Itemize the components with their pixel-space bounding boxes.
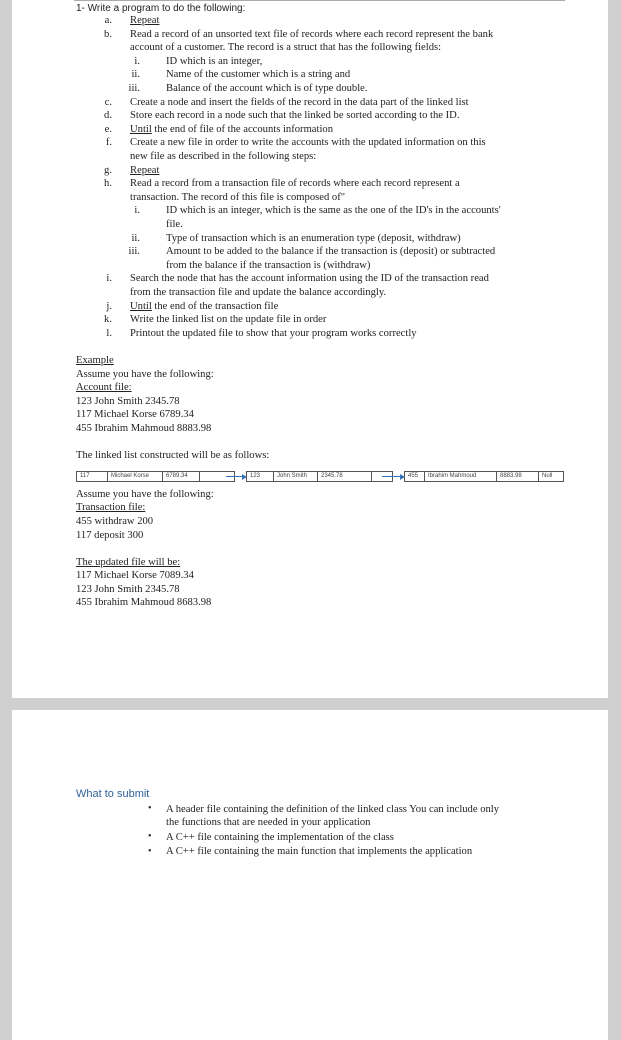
assume-line-2: Assume you have the following: [76,489,214,500]
step-label: iii. [128,246,140,258]
account-file-label: Account file: [76,382,132,393]
step-label: c. [104,96,112,108]
account-line: 117 Michael Korse 6789.34 [76,409,194,420]
step-text: Balance of the account which is of type double. [166,83,368,94]
transaction-line: 455 withdraw 200 [76,516,154,527]
linked-list-caption: The linked list constructed will be as follows: [76,450,270,461]
step-text: ID which is an integer, [166,55,263,67]
node-balance: 2345.78 [318,472,372,481]
assume-line-1: Assume you have the following: [76,369,214,380]
step-label: f. [105,137,112,149]
what-to-submit-heading: What to submit [76,788,150,800]
node-balance: 8883.98 [497,472,539,481]
step-label: a. [104,15,112,26]
next-arrow [382,476,404,477]
step-text: Printout the updated file to show that your program works correctly [130,327,417,339]
step-text: Create a node and insert the fields of the record in the data part of the linked list [130,96,469,108]
node-id: 455 [405,472,425,481]
step-text: Type of transaction which is an enumeration type (deposit, withdraw) [166,232,461,244]
node-balance: 6789.34 [163,472,200,481]
bullet-icon: • [148,803,152,814]
step-text: Read a record from a transaction file of records where each record represent a [130,178,460,190]
step-text: ID which is an integer, which is the same as the one of the ID's in the accounts' [166,205,501,217]
step-text: Repeat [130,164,160,176]
document-page-1 [12,0,608,698]
step-text: new file as described in the following steps: [130,151,317,162]
step-label: j. [106,300,112,312]
linked-list-node [404,471,564,482]
updated-line: 117 Michael Korse 7089.34 [76,570,194,581]
updated-line: 455 Ibrahim Mahmoud 8683.98 [76,597,212,608]
step-label: g. [104,164,112,176]
submit-item: A header file containing the definition of the linked class You can include only [166,804,500,815]
bullet-icon: • [148,846,152,857]
step-text: Write the linked list on the update file in order [130,314,327,326]
next-arrow [226,476,246,477]
step-label: ii. [131,232,140,244]
updated-file-label: The updated file will be: [76,557,181,568]
step-text: Repeat [130,15,160,26]
document-page-2 [12,710,608,1040]
bullet-icon: • [148,831,152,842]
step-label: b. [104,28,112,40]
step-label: l. [106,327,112,339]
step-text: from the balance if the transaction is (withdraw) [166,259,371,271]
intro-line: 1- Write a program to do the following: [76,3,246,14]
step-text: transaction. The record of this file is composed of" [130,191,346,203]
step-label: d. [104,110,112,122]
transaction-file-label: Transaction file: [76,502,146,513]
submit-item: A C++ file containing the implementation of the class [166,832,394,843]
linked-list-node [246,471,393,482]
node-name: Ibrahim Mahmoud [425,472,497,481]
linked-list-diagram [76,471,564,483]
step-keyword: Until [130,123,152,135]
account-line: 123 John Smith 2345.78 [76,396,180,407]
step-text: Amount to be added to the balance if the transaction is (deposit) or subtracted [166,246,496,258]
step-text: from the transaction file and update the balance accordingly. [130,287,387,298]
transaction-line: 117 deposit 300 [76,530,144,541]
step-label: i. [106,273,112,285]
node-name: John Smith [274,472,318,481]
node-null: Null [542,473,553,479]
step-text: Name of the customer which is a string and [166,69,351,81]
step-label: e. [104,123,112,135]
node-name: Michael Korse [108,472,163,481]
step-text: Search the node that has the account information using the ID of the transaction read [130,273,489,285]
linked-list-node [76,471,235,482]
submit-item-cont: the functions that are needed in your application [166,817,371,828]
step-keyword: Until [130,300,152,312]
step-text: Until the end of file of the accounts information [130,123,333,135]
step-text: Until the end of the transaction file [130,300,279,312]
node-id: 117 [77,472,108,481]
step-label: h. [104,178,112,190]
step-label: iii. [128,83,140,94]
step-text: account of a customer. The record is a struct that has the following fields: [130,42,442,54]
step-label: k. [104,314,112,326]
example-heading: Example [76,355,114,366]
account-line: 455 Ibrahim Mahmoud 8883.98 [76,423,212,434]
submit-item: A C++ file containing the main function that implements the application [166,846,473,857]
step-label: i. [134,205,140,217]
step-text: Create a new file in order to write the accounts with the updated information on this [130,137,486,149]
step-label: ii. [131,69,140,81]
node-id: 123 [247,472,274,481]
step-text: Store each record in a node such that the linked be sorted according to the ID. [130,110,460,122]
step-label: i. [134,55,140,67]
step-text: file. [166,219,183,230]
step-text: Read a record of an unsorted text file of records where each record represent the bank [130,28,494,40]
top-rule [74,0,565,1]
updated-line: 123 John Smith 2345.78 [76,584,180,595]
